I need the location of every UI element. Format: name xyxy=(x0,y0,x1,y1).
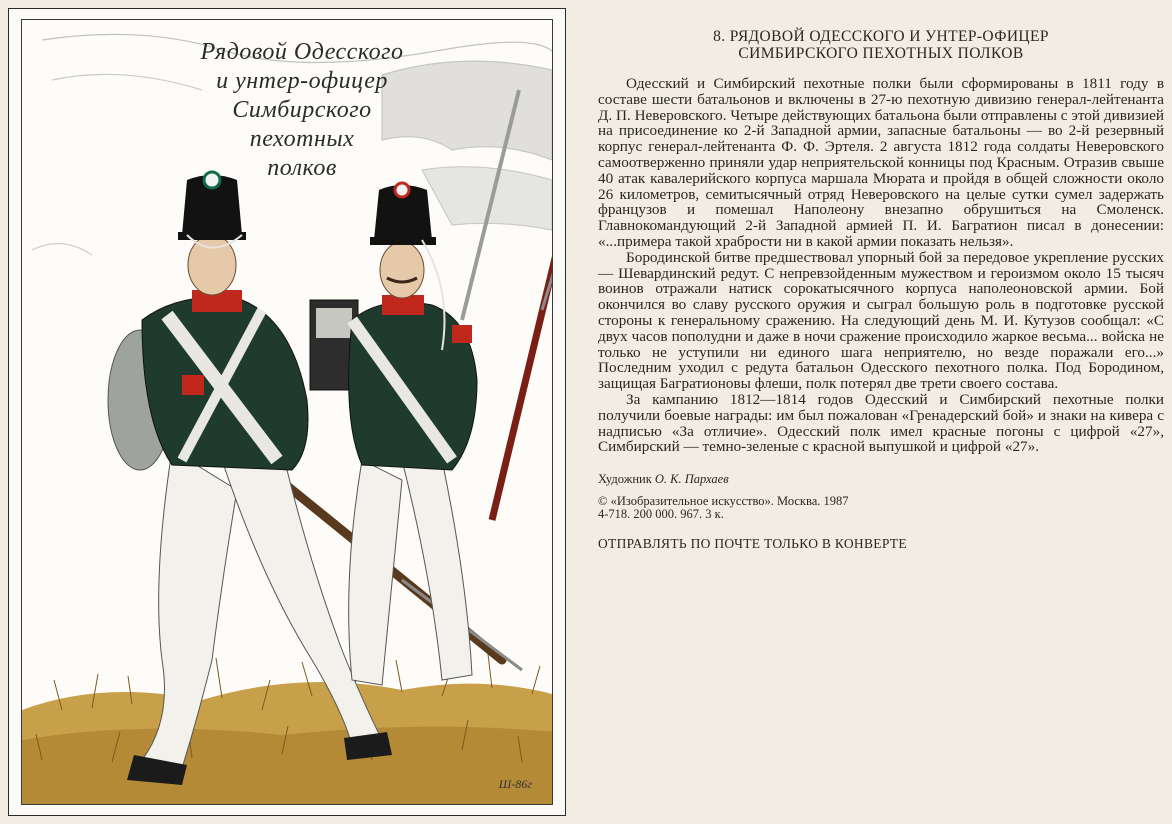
paragraph: Одесский и Симбирский пехотные полки были сформированы в 1811 году в составе шести батальонов и включены в 27-ю пехотную дивизию генерал-лейтенанта Д. П. Неверовского. Четыре действующих батальона были отправлены с этой дивизией на присоединение ко 2-й Западной армии, запасные батальоны — во 2-й резервный корпус генерал-лейтенанта Ф. Ф. Эртеля. 2 августа 1812 года солдаты Неверовского самоотверженно приняли удар неприятельской конницы под Красным. Отразив свыше 40 атак кавалерийского корпуса маршала Мюрата и пройдя в общей сложности около 26 километров, семитысячный отряд Неверовского на целые сутки сумел задержать французов и помешал Наполеону внезапно обрушиться на Смоленск. Главнокомандующий 2-й Западной армией П. И. Багратион писал в донесении: «...примера такой храбрости ни в какой армии показать нельзя». xyxy=(598,75,1164,250)
illustration-frame xyxy=(21,19,553,805)
grass-ground xyxy=(22,654,553,805)
paragraph: За кампанию 1812—1814 годов Одесский и Симбирский пехотные полки получили боевые награды: им был пожалован «Гренадерский бой» и знаки на кивера с надписью «За отличие». Одесский полк имел красные погоны с цифрой «27», Симбирский — темно-зеленые с красной выпушкой и цифрой «27». xyxy=(598,390,1164,456)
page-heading xyxy=(598,28,1164,62)
plate-title-line: пехотных xyxy=(249,126,355,152)
artist-label: Художник xyxy=(598,472,652,487)
plate-title-line: Симбирского xyxy=(232,97,372,123)
body-text xyxy=(598,76,1164,455)
heading-line: СИМБИРСКОГО ПЕХОТНЫХ ПОЛКОВ xyxy=(738,45,1024,62)
print-code: 4-718. 200 000. 967. 3 к. xyxy=(598,507,724,522)
plate-title-line: полков xyxy=(267,155,337,181)
plate-title xyxy=(192,38,412,183)
heading-line: 8. РЯДОВОЙ ОДЕССКОГО И УНТЕР-ОФИЦЕР xyxy=(713,28,1049,45)
paragraph: Бородинской битве предшествовал упорный бой за передовое укрепление русских — Шевардинский редут. С непревзойденным мужеством и героизмом около 15 тысяч воинов отражали натиск сорокатысячного корпуса наполеоновской армии. Бой окончился во славу русского оружия и сыграл большую роль в подготовке русской стороны к генеральному сражению. На следующий день М. И. Кутузов сообщал: «С двух часов пополудни и даже в ночи сражение происходило жаркое весьма... войска не только не уступили ни единого шага неприятелю, но везде поражали его...» Последним уходил с редута батальон Одесского пехотного полка. Под Бородином, защищая Багратионовы флеши, полк потерял две трети своего состава. xyxy=(598,248,1164,393)
plate-title-line: и унтер-офицер xyxy=(216,68,388,94)
artist-signature: Ш-86г xyxy=(498,777,532,791)
mailing-notice: ОТПРАВЛЯТЬ ПО ПОЧТЕ ТОЛЬКО В КОНВЕРТЕ xyxy=(598,535,907,551)
plate-title-line: Рядовой Одесского xyxy=(200,39,404,65)
illustration-plate xyxy=(8,8,566,816)
credits xyxy=(598,473,1164,522)
publisher-line: © «Изобразительное искусство». Москва. 1987 xyxy=(598,493,849,508)
artist-credit xyxy=(598,473,1164,487)
text-page xyxy=(598,28,1164,552)
artist-name: О. К. Пархаев xyxy=(654,472,729,487)
